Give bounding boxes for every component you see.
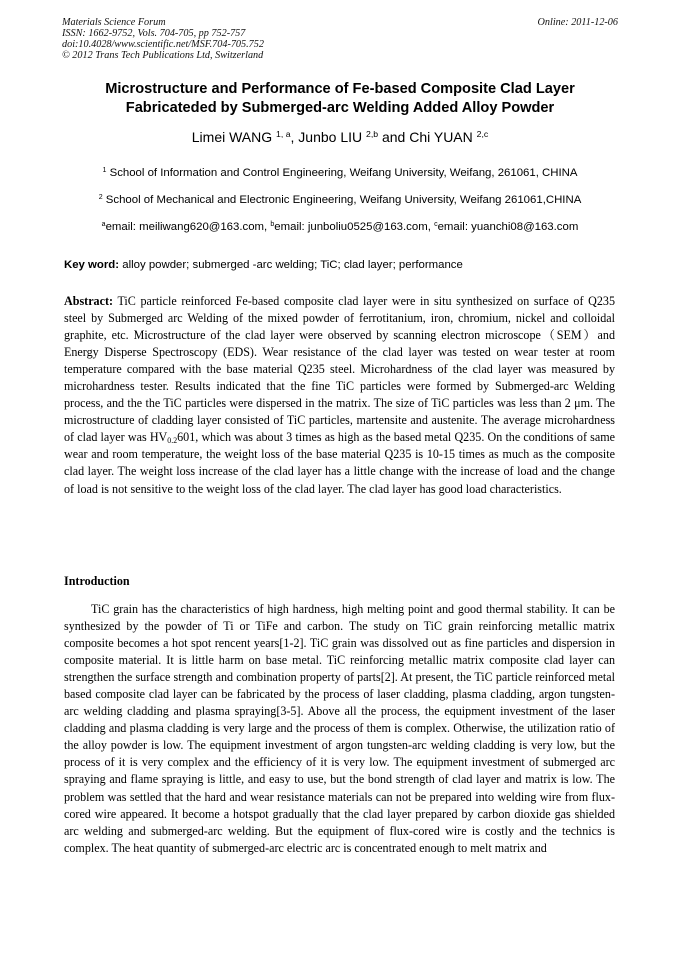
email-text: email: junboliu0525@163.com: [274, 221, 428, 233]
abstract-text-part-1: TiC particle reinforced Fe-based composite clad layer were in situ synthesized on surface of Q235 steel by Submerged arc Welding of the mixed powder of ferrotitanium, iron, chromium, nickel and colloidal graphite, etc. Microstructure of the clad layer were observed by scanning electron microscope（SEM）and Energy Disperse Spectroscopy (EDS). Wear resistance of the clad layer was tested on wear tester at room temperature compared with the base material Q235 steel. Microhardness of the clad layer was measured by microhardness tester. Results indicated that the fine TiC particles were formed by Submerged-arc Welding process, and the the TiC particles were dispersed in the matrix. The size of TiC particles was less than 2 μm. The microstructure of cladding layer consisted of TiC particles, martensite and austenite. The average microhardness of clad layer was HV: [64, 294, 616, 445]
affiliation-1: [40, 166, 640, 180]
email-marker: b: [270, 220, 275, 228]
author-name: Chi YUAN: [409, 129, 473, 145]
email-text: email: meiliwang620@163.com: [105, 221, 265, 233]
author-separator: ,: [290, 129, 299, 145]
affiliation-text: School of Information and Control Engineering, Weifang University, Weifang, 261061, CHINA: [109, 167, 578, 179]
journal-header: [62, 17, 618, 61]
affiliation-text: School of Mechanical and Electronic Engineering, Weifang University, Weifang 261061,CHINA: [105, 194, 582, 206]
journal-doi: doi:10.4028/www.scientific.net/MSF.704-705.752: [62, 39, 264, 50]
keywords: [64, 258, 620, 272]
hardness-subscript: 0.2: [167, 436, 178, 446]
author-name: Junbo LIU: [298, 129, 363, 145]
abstract: [64, 293, 615, 498]
abstract-label: Abstract:: [64, 294, 114, 308]
journal-copyright: © 2012 Trans Tech Publications Ltd, Switzerland: [62, 50, 264, 61]
email-marker: a: [101, 220, 106, 228]
journal-name: Materials Science Forum: [62, 17, 166, 28]
email-separator: ,: [264, 221, 271, 233]
affiliation-2: [40, 193, 640, 207]
paper-title: [40, 80, 640, 118]
abstract-text-part-2: 601, which was about 3 times as high as the based metal Q235. On the conditions of same wear and room temperature, the weight loss of the base material Q235 is 10-15 times as much as the composite clad layer. The weight loss increase of the clad layer has a little change with the increase of load and the change of load is not sensitive to the weight loss of the clad layer. The clad layer has good load characteristics.: [64, 430, 615, 496]
keywords-text: alloy powder; submerged -arc welding; TiC; clad layer; performance: [122, 259, 463, 271]
keywords-label: Key word:: [64, 259, 120, 271]
introduction-paragraph: TiC grain has the characteristics of high hardness, high melting point and good thermal stability. It can be synthesized by the powder of Ti or TiFe and carbon. The study on TiC grain reinforcing metallic matrix composite becomes a hot spot rencent years[1-2]. TiC grain was dissolved out as fine particles and dispersion in composite material. It is little harm on base metal. TiC reinforcing metallic matrix composite clad layer can strengthen the surface strength and combination property of parts[2]. At present, the TiC particle reinforced metal based composite clad layer can be fabricated by the process of laser cladding, plasma cladding, argon tungsten-arc welding cladding and plasma spraying[3-5]. Above all the process, the equipment investment of the laser cladding and plasma cladding is very large and the process of them is complex. Otherwise, the utilization ratio of the alloy powder is low. The equipment investment of argon tungsten-arc welding cladding is very low, but the process of it is very complex and the efficiency of it is very low. The equipment investment of submerged arc spraying and flame spraying is little, and easy to use, but the bond strength of clad layer and matrix is low. The problem was settled that the hard and wear resistance materials can not be prepared into welding wire from flux-cored wire appeared. It become a hotspot gradually that the clad layer prepared by carbon dioxide gas shielded arc welding and submerged-arc welding. But the equipment of flux-cored wire is costly and the technics is complex. The heat quantity of submerged-arc electric arc is concentrated enough to melt matrix and: [64, 602, 615, 855]
author-name: Limei WANG: [191, 129, 273, 145]
affiliation-marker: 1: [102, 166, 107, 174]
title-line-2: Fabricateded by Submerged-arc Welding Added Alloy Powder: [125, 100, 555, 116]
journal-issn: ISSN: 1662-9752, Vols. 704-705, pp 752-757: [62, 28, 246, 39]
email-text: email: yuanchi08@163.com: [437, 221, 579, 233]
online-date: Online: 2011-12-06: [537, 17, 618, 28]
section-heading-introduction: Introduction: [64, 574, 130, 588]
title-line-1: Microstructure and Performance of Fe-based Composite Clad Layer: [105, 81, 575, 97]
author-list: [40, 128, 640, 146]
email-separator: ,: [427, 221, 435, 233]
author-separator: and: [378, 129, 410, 145]
author-affiliation-marker: 1, a: [276, 128, 291, 139]
affiliation-marker: 2: [98, 193, 103, 201]
author-affiliation-marker: 2,b: [366, 128, 379, 139]
author-emails: [40, 220, 640, 234]
email-marker: c: [434, 220, 438, 228]
author-affiliation-marker: 2,c: [476, 128, 489, 139]
